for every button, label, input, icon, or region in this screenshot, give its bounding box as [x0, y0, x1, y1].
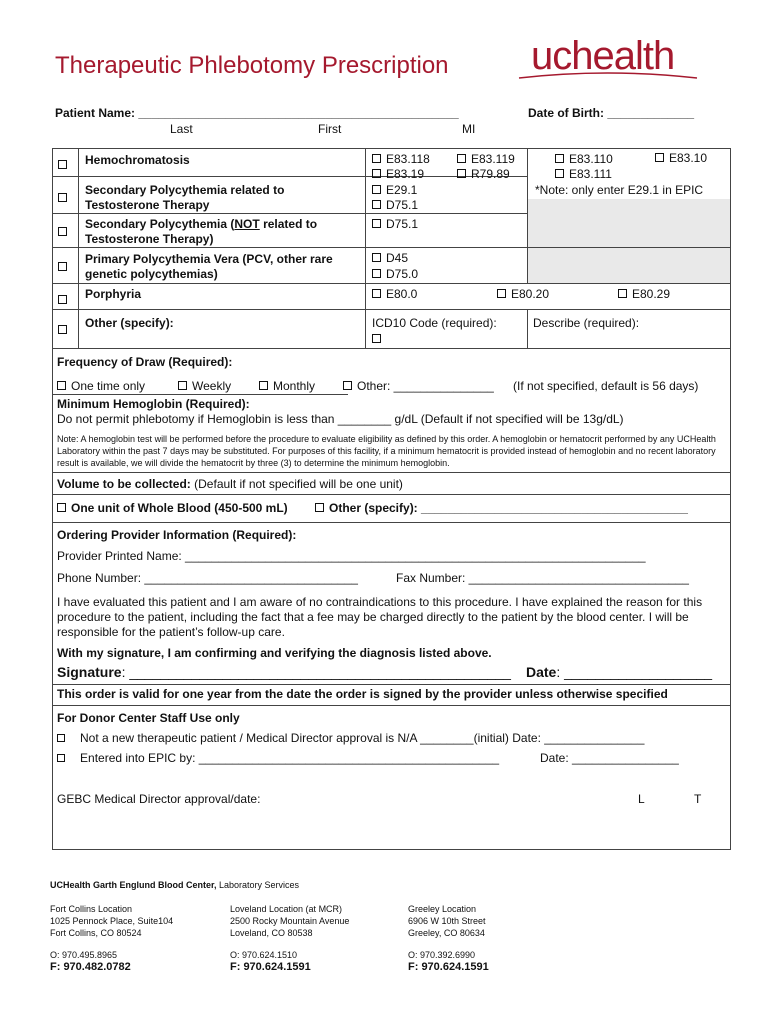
mi-label: MI: [462, 122, 476, 136]
donor-na-line[interactable]: Not a new therapeutic patient / Medical Director approval is N/A ________(initial) Date: _______________: [57, 731, 644, 745]
hemochromatosis-checkbox[interactable]: [58, 160, 67, 169]
code-option[interactable]: E80.29: [618, 287, 670, 301]
sec-poly-not-testo-label: Secondary Polycythemia (NOT related to Testosterone Therapy): [85, 217, 318, 246]
code-option[interactable]: R79.89: [457, 167, 510, 181]
donor-heading: For Donor Center Staff Use only: [57, 711, 240, 725]
code-option[interactable]: E83.19: [372, 167, 424, 181]
freq-weekly[interactable]: Weekly: [178, 379, 231, 393]
validity-note: This order is valid for one year from the date the order is signed by the provider unless otherwise specified: [57, 687, 668, 701]
code-option[interactable]: E80.0: [372, 287, 417, 301]
icd10-label: ICD10 Code (required):: [372, 316, 497, 330]
patient-name-field[interactable]: Patient Name: ________________________________________________: [55, 106, 459, 120]
donor-epic-line[interactable]: Entered into EPIC by: _____________________________________________: [57, 751, 499, 765]
freq-other[interactable]: Other: _______________: [343, 379, 494, 393]
sec-poly-not-testo-checkbox[interactable]: [58, 227, 67, 236]
phone-greeley: O: 970.392.6990: [408, 950, 476, 960]
fax-greeley: F: 970.624.1591: [408, 961, 489, 973]
code-option[interactable]: E83.111: [555, 167, 612, 181]
shaded-cell: [527, 199, 730, 283]
porphyria-label: Porphyria: [85, 287, 142, 301]
provider-heading: Ordering Provider Information (Required):: [57, 528, 297, 542]
code-option[interactable]: D75.1: [372, 217, 418, 231]
location-fort-collins: Fort Collins Location 1025 Pennock Place, Suite104 Fort Collins, CO 80524: [50, 904, 174, 938]
donor-epic-date[interactable]: Date: ________________: [540, 751, 679, 765]
phone-fort-collins: O: 970.495.8965: [50, 950, 118, 960]
code-option[interactable]: E29.1: [372, 183, 417, 197]
freq-monthly[interactable]: Monthly: [259, 379, 315, 393]
code-option[interactable]: E83.119: [457, 152, 515, 166]
freq-one-time[interactable]: One time only: [57, 379, 145, 393]
footer-org: UCHealth Garth Englund Blood Center, Laboratory Services: [50, 880, 300, 890]
confirm-text: With my signature, I am confirming and verifying the diagnosis listed above.: [57, 646, 492, 660]
code-option[interactable]: D75.1: [372, 198, 418, 212]
provider-name-field[interactable]: Provider Printed Name: _____________________________________________________________________: [57, 549, 646, 563]
hemoglobin-note: Note: A hemoglobin test will be performed before the procedure to evaluate eligibility as defined by this order. A hemoglobin or hematocrit performed by any UCHealth Laboratory within the past 7 days may be substituted. For purposes of this facility, if a minimum hematocrit is provided instead of hemoglobin and no recent laboratory result is available, we will divide the hematocrit by three (3) to determine the minimum hemoglobin.: [57, 434, 716, 468]
code-option[interactable]: D45: [372, 251, 408, 265]
sec-poly-testo-checkbox[interactable]: [58, 193, 67, 202]
code-option[interactable]: E83.110: [555, 152, 613, 166]
location-greeley: Greeley Location 6906 W 10th Street Greeley, CO 80634: [408, 904, 486, 938]
fax-fort-collins: F: 970.482.0782: [50, 961, 131, 973]
frequency-heading: Frequency of Draw (Required):: [57, 355, 233, 369]
code-option[interactable]: E83.10: [655, 151, 707, 165]
uchealth-logo: uchealth: [517, 34, 702, 84]
signature-field[interactable]: Signature: _________________________________________________: [57, 664, 511, 680]
pcv-checkbox[interactable]: [58, 262, 67, 271]
icd10-checkbox[interactable]: [372, 334, 381, 343]
phone-loveland: O: 970.624.1510: [230, 950, 298, 960]
porphyria-checkbox[interactable]: [58, 295, 67, 304]
location-loveland: Loveland Location (at MCR) 2500 Rocky Mountain Avenue Loveland, CO 80538: [230, 904, 350, 938]
other-diagnosis-checkbox[interactable]: [58, 325, 67, 334]
code-option[interactable]: E83.118: [372, 152, 430, 166]
dob-field[interactable]: Date of Birth: _____________: [528, 106, 695, 120]
fax-field[interactable]: Fax Number: _________________________________: [396, 571, 689, 585]
freq-default-note: (If not specified, default is 56 days): [513, 379, 699, 393]
code-option[interactable]: E80.20: [497, 287, 549, 301]
describe-label: Describe (required):: [533, 316, 640, 330]
attestation-text: I have evaluated this patient and I am aware of no contraindications to this procedure. I have explained the reason for this procedure to the patient, including the fact that a fee may be charged directly to the patient by the blood center. I will be responsible for the patient’s follow-up care.: [57, 595, 703, 639]
signature-date-field[interactable]: Date: ___________________: [526, 664, 713, 680]
hemoglobin-heading: Minimum Hemoglobin (Required):: [57, 397, 250, 411]
pcv-label: Primary Polycythemia Vera (PCV, other rare genetic polycythemias): [85, 252, 333, 281]
epic-note: *Note: only enter E29.1 in EPIC: [535, 183, 704, 197]
page-title: Therapeutic Phlebotomy Prescription: [55, 52, 449, 79]
t-label: T: [694, 792, 702, 806]
hemoglobin-min-field[interactable]: Do not permit phlebotomy if Hemoglobin is less than ________ g/dL (Default if not specified will be 13g/dL): [57, 412, 624, 426]
l-label: L: [638, 792, 645, 806]
code-option[interactable]: D75.0: [372, 267, 418, 281]
volume-one-unit[interactable]: One unit of Whole Blood (450-500 mL): [57, 501, 288, 515]
volume-other[interactable]: Other (specify): ________________________________________: [315, 501, 688, 515]
phone-field[interactable]: Phone Number: ________________________________: [57, 571, 358, 585]
other-specify-label: Other (specify):: [85, 316, 174, 330]
first-label: First: [318, 122, 342, 136]
last-label: Last: [170, 122, 193, 136]
hemochromatosis-label: Hemochromatosis: [85, 153, 190, 167]
fax-loveland: F: 970.624.1591: [230, 961, 311, 973]
gebc-approval-label: GEBC Medical Director approval/date:: [57, 792, 261, 806]
volume-line: Volume to be collected: (Default if not specified will be one unit): [57, 477, 403, 491]
sec-poly-testo-label: Secondary Polycythemia related to Testosterone Therapy: [85, 183, 285, 212]
